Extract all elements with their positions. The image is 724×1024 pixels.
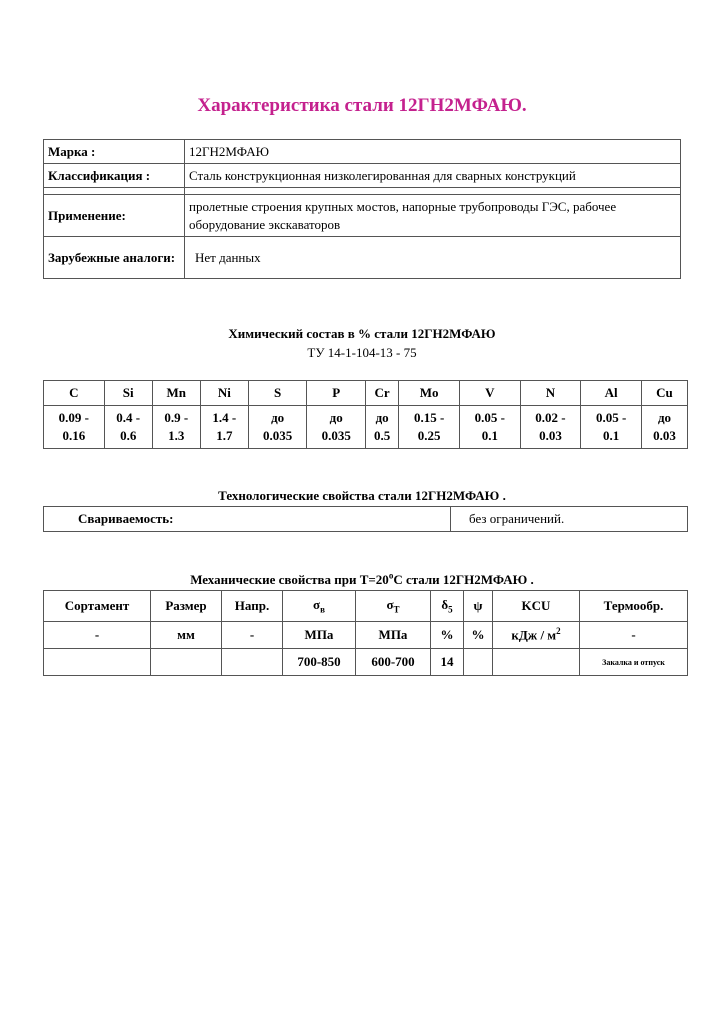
element-value [44, 406, 105, 449]
unit-cell: % [464, 622, 493, 649]
data-cell: Закалка и отпуск [580, 649, 688, 676]
element-value-line: 0.09 - [58, 410, 89, 425]
mechanical-units-row [44, 622, 688, 649]
element-value-line: 1.3 [168, 428, 185, 443]
chemical-heading: Химический состав в % стали 12ГН2МФАЮ [228, 326, 496, 341]
element-header: Al [581, 381, 642, 406]
col-psi: ψ [464, 591, 493, 622]
element-value-line: 1.7 [216, 428, 233, 443]
element-value-line: 0.25 [417, 428, 441, 443]
element-value-line: до [271, 410, 285, 425]
col-heat-treatment: Термообр. [580, 591, 688, 622]
element-value-line: 0.16 [62, 428, 86, 443]
data-cell [493, 649, 580, 676]
chemical-values-row [44, 406, 688, 449]
element-value [641, 406, 687, 449]
element-value [104, 406, 152, 449]
col-sortament: Сортамент [44, 591, 151, 622]
element-header: Si [104, 381, 152, 406]
spacer-cell [185, 188, 681, 195]
element-value-line: до [329, 410, 343, 425]
element-value [520, 406, 581, 449]
col-size: Размер [151, 591, 222, 622]
element-value-line: 0.02 - [535, 410, 566, 425]
data-cell: 14 [431, 649, 464, 676]
data-cell [464, 649, 493, 676]
element-value-line: 0.6 [120, 428, 137, 443]
col-kcu: KCU [493, 591, 580, 622]
info-label: Зарубежные аналоги: [44, 237, 185, 279]
unit-cell: - [222, 622, 283, 649]
element-value-line: 0.03 [653, 428, 676, 443]
element-header: V [459, 381, 520, 406]
info-value: Нет данных [185, 237, 681, 279]
element-value [459, 406, 520, 449]
unit-cell: МПа [356, 622, 431, 649]
data-cell: 700-850 [283, 649, 356, 676]
page-title: Характеристика стали 12ГН2МФАЮ. [197, 95, 527, 116]
element-value-line: 0.035 [321, 428, 351, 443]
unit-cell: МПа [283, 622, 356, 649]
data-cell [44, 649, 151, 676]
info-label: Классификация : [44, 164, 185, 188]
element-value-line: 0.1 [481, 428, 498, 443]
element-value [581, 406, 642, 449]
element-header: Mo [399, 381, 460, 406]
info-label: Применение: [44, 195, 185, 237]
info-spacer-row [44, 188, 681, 195]
element-value-line: 0.035 [263, 428, 293, 443]
weldability-value: без ограничений. [451, 507, 688, 532]
element-header: S [248, 381, 307, 406]
info-row-classification [44, 164, 681, 188]
element-value-line: до [375, 410, 389, 425]
steel-info-table [43, 139, 681, 279]
chemical-standard: ТУ 14-1-104-13 - 75 [307, 345, 417, 360]
mechanical-data-row [44, 649, 688, 676]
data-cell: 600-700 [356, 649, 431, 676]
mechanical-properties-table [43, 590, 688, 676]
element-value-line: 0.03 [539, 428, 562, 443]
info-row-grade [44, 140, 681, 164]
element-value-line: 0.4 - [116, 410, 141, 425]
element-header: C [44, 381, 105, 406]
element-value-line: 0.05 - [474, 410, 505, 425]
data-cell [151, 649, 222, 676]
col-direction: Напр. [222, 591, 283, 622]
info-value: 12ГН2МФАЮ [185, 140, 681, 164]
element-value-line: 0.15 - [413, 410, 445, 425]
unit-cell: кДж / $м^2$ [493, 622, 580, 649]
data-cell [222, 649, 283, 676]
technological-heading: Технологические свойства стали 12ГН2МФАЮ . [218, 488, 506, 503]
element-value [365, 406, 398, 449]
info-label: Марка : [44, 140, 185, 164]
element-value-line: 0.9 - [164, 410, 189, 425]
element-header: Mn [152, 381, 200, 406]
element-header: Ni [200, 381, 248, 406]
element-value-line: 0.5 [374, 428, 391, 443]
element-value-line: 0.1 [603, 428, 620, 443]
info-value: пролетные строения крупных мостов, напорные трубопроводы ГЭС, рабочее оборудование экскаваторов [185, 195, 681, 237]
info-row-application [44, 195, 681, 237]
element-value [248, 406, 307, 449]
element-value-line: 0.05 - [595, 410, 627, 425]
element-value-line: 1.4 - [212, 410, 237, 425]
element-value [200, 406, 248, 449]
element-header: Cr [365, 381, 398, 406]
mechanical-heading: Механические свойства при $Т=20^oС$ стали 12ГН2МФАЮ . [190, 571, 534, 588]
element-value-line: до [657, 410, 672, 425]
unit-cell: - [580, 622, 688, 649]
chemical-header-row [44, 381, 688, 406]
spacer-cell [44, 188, 185, 195]
element-header: N [520, 381, 581, 406]
col-delta: $\delta_5$ [431, 591, 464, 622]
weldability-label: Свариваемость: [44, 507, 451, 532]
technological-table [43, 506, 688, 532]
mechanical-header-row [44, 591, 688, 622]
element-value [307, 406, 366, 449]
unit-cell: % [431, 622, 464, 649]
weldability-row [44, 507, 688, 532]
element-header: Cu [641, 381, 687, 406]
unit-cell: - [44, 622, 151, 649]
col-sigma-t: $\sigma_T$ [356, 591, 431, 622]
chemical-composition-table [43, 380, 688, 449]
element-header: P [307, 381, 366, 406]
info-row-analogs [44, 237, 681, 279]
col-sigma-b: $\sigma_в$ [283, 591, 356, 622]
element-value [152, 406, 200, 449]
element-value [399, 406, 460, 449]
info-value: Сталь конструкционная низколегированная для сварных конструкций [185, 164, 681, 188]
unit-cell: мм [151, 622, 222, 649]
